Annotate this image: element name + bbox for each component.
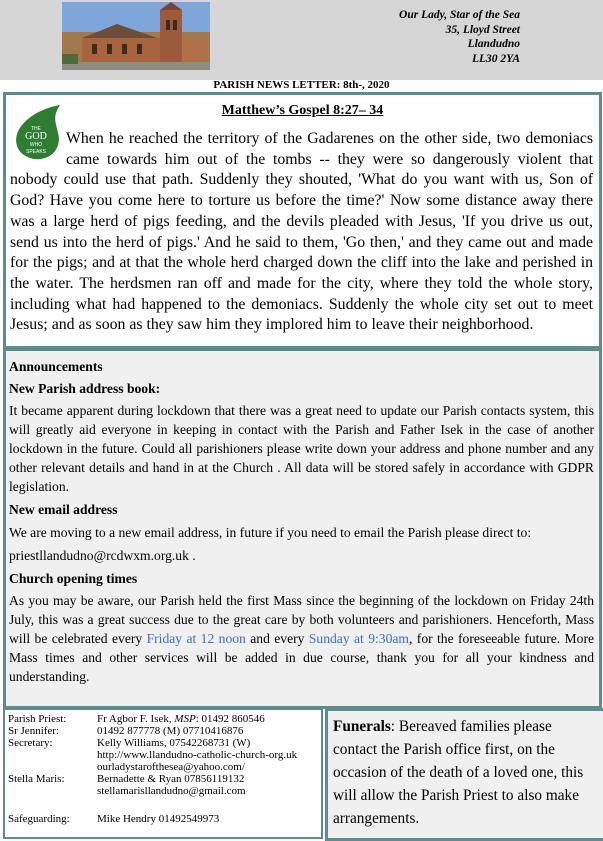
address-book-text: It became apparent during lockdown that there was a great need to update our Parish contacts system, this will greatly aid everyone in keeping in contact with the Parish and Father Isek in the case of another lockdown in the future. Could all parishioners please write down your address and phone number and any other relevant details and hand in at the Church . All data will be stored safely in accordance with GDPR legislation. xyxy=(9,403,594,494)
page-header xyxy=(0,0,603,80)
opening-text-part-3: , for the foreseeable future. More Mass times and other services will be added in due course, thank you for all your kindness and understanding. xyxy=(9,631,594,684)
secretary-label: Secretary: xyxy=(8,737,53,749)
newsletter-title: PARISH NEWS LETTER: 8th-, 2020 xyxy=(213,79,390,91)
announcements-title: Announcements xyxy=(9,359,103,374)
opening-text-part-2: and every xyxy=(245,631,309,646)
funerals-label: Funerals xyxy=(333,718,391,735)
gospel-heading: Matthew’s Gospel 8:27– 34 xyxy=(221,103,384,118)
gospel-text: When he reached the territory of the Gadarenes on the other side, two demoniacs came towards him out of the tombs -- they were so dangerously violent that nobody could use that path. Suddenly they shouted, 'What do you want with us, Son of God? Have you come here to torture us before the time?' Now some distance away there was a large herd of pigs feeding, and the devils pleaded with Jesus, 'If you drive us out, send us into the herd of pigs.' And he said to them, 'Go then,' and they came out and made for the pigs; and at that the whole herd charged down the cliff into the lake and perished in the water. The herdsmen ran off and made for the city, where they told the whole story, including what had happened to the demoniacs. Suddenly the whole city set out to meet Jesus; and as soon as they saw him they implored him to leave their neighborhood. xyxy=(10,130,593,334)
address-line-3: Llandudno xyxy=(467,38,520,50)
sr-jennifer-label: Sr Jennifer: xyxy=(8,725,60,737)
parish-address xyxy=(330,8,520,66)
svg-text:GOD: GOD xyxy=(25,131,47,142)
svg-text:THE: THE xyxy=(31,126,41,132)
parish-contacts xyxy=(3,708,323,839)
email-text: We are moving to a new email address, in future if you need to email the Parish please direct to: xyxy=(9,525,532,540)
email-heading: New email address xyxy=(9,502,118,517)
address-line-4: LL30 2YA xyxy=(471,52,520,65)
svg-text:SPEAKS: SPEAKS xyxy=(25,149,47,155)
funerals-body: : Bereaved families please contact the Parish office first, on the occasion of the death of a loved one, this will allow the Parish Priest to also make arrangements. xyxy=(333,718,584,827)
parish-website-link[interactable]: http://www.llandudno-catholic-church-org.uk xyxy=(97,749,298,761)
church-image-icon xyxy=(62,2,210,70)
address-line-1: Our Lady, Star of the Sea xyxy=(399,9,520,21)
sunday-mass-time: Sunday at 9:30am xyxy=(308,631,409,646)
msp-abbrev: MSP xyxy=(174,713,196,725)
funerals-text xyxy=(333,715,595,830)
sr-jennifer-value: 01492 877778 (M) 07710416876 xyxy=(97,725,244,737)
svg-text:WHO: WHO xyxy=(29,142,43,148)
church-photo xyxy=(62,2,210,70)
opening-times-heading: Church opening times xyxy=(9,571,138,586)
parish-priest-name: Fr Agbor F. Isek, xyxy=(97,713,175,725)
stella-maris-email-link[interactable]: stellamarisllandudno@gmail.com xyxy=(97,785,246,797)
friday-mass-time: Friday at 12 noon xyxy=(146,631,246,646)
stella-maris-label: Stella Maris: xyxy=(8,773,65,785)
parish-priest-phone: : 01492 860546 xyxy=(195,713,265,725)
announcements-section xyxy=(3,348,602,709)
funerals-section xyxy=(325,708,603,841)
parish-priest-label: Parish Priest: xyxy=(8,713,67,725)
safeguarding-value: Mike Hendry 01492549973 xyxy=(97,813,220,825)
address-line-2: 35, Lloyd Street xyxy=(445,23,520,36)
parish-email-address: priestllandudno@rcdwxm.org.uk . xyxy=(9,548,196,563)
secretary-value: Kelly Williams, 07542268731 (W) xyxy=(97,737,251,749)
announcements-content xyxy=(9,357,594,686)
opening-times-text xyxy=(9,591,594,686)
gospel-section xyxy=(3,92,602,349)
stella-maris-value: Bernadette & Ryan 07856119132 xyxy=(97,773,245,785)
parish-email-link[interactable]: ourladystarofthesea@yahoo.com/ xyxy=(97,761,245,773)
parish-priest-value xyxy=(97,714,265,726)
address-book-heading: New Parish address book: xyxy=(9,381,161,396)
safeguarding-label: Safeguarding: xyxy=(8,813,70,825)
opening-text-part-1: As you may be aware, our Parish held the first Mass since the beginning of the lockdown on Friday 24th July, this was a great success due to the great care by both volunteers and parishioners. Henceforth, Mass will be celebrated every xyxy=(9,593,594,646)
gospel-text-block xyxy=(10,129,593,336)
